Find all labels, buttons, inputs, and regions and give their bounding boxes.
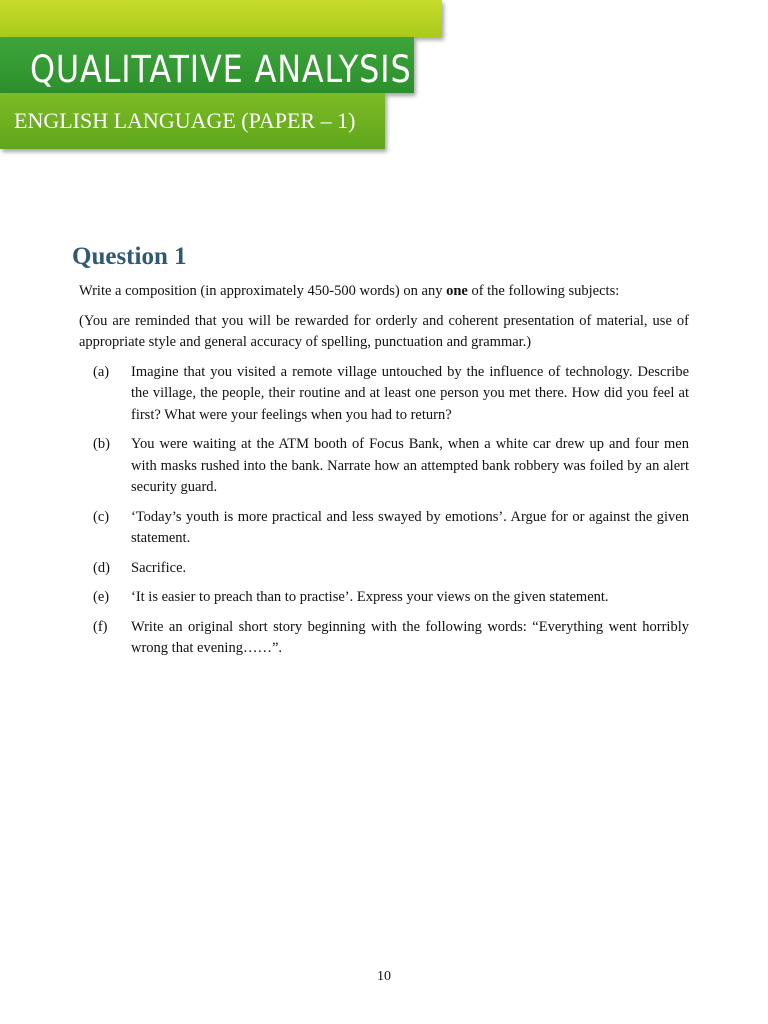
topic-label: (f) <box>93 618 108 635</box>
instruction-text-end: of the following subjects: <box>467 283 620 299</box>
topic-item-a <box>79 362 689 427</box>
topic-text: Sacrifice. <box>131 559 187 576</box>
topic-item-f <box>79 617 689 660</box>
instruction-emphasis: one <box>446 283 468 299</box>
topic-list <box>79 362 689 660</box>
page-number: 10 <box>377 969 391 984</box>
question-content <box>79 281 689 668</box>
topic-label: (c) <box>93 508 110 525</box>
topic-label: (b) <box>93 436 110 452</box>
topic-item-e <box>79 587 689 609</box>
topic-text: Write an original short story beginning with the following words: “Everything went horribly wrong that evening……”. <box>131 618 689 656</box>
topic-item-b <box>79 434 689 499</box>
topic-item-c <box>79 507 689 550</box>
instruction-text-start: Write a composition (in approximately 450-500 words) on any <box>79 283 447 299</box>
topic-text: ‘It is easier to preach than to practise’. Express your views on the given statement. <box>131 589 609 605</box>
question-note: (You are reminded that you will be rewarded for orderly and coherent presentation of material, use of appropriate style and general accuracy of spelling, punctuation and grammar.) <box>79 312 689 350</box>
topic-text: Imagine that you visited a remote village untouched by the influence of technology. Describe the village, the people, their routine and at least one person you met there. How did you feel at first? What were your feelings when you had to return? <box>131 363 689 423</box>
topic-label: (a) <box>93 363 110 380</box>
page-subtitle: ENGLISH LANGUAGE (PAPER – 1) <box>14 108 356 133</box>
topic-label: (e) <box>93 589 110 605</box>
topic-text: ‘Today’s youth is more practical and less swayed by emotions’. Argue for or against the given statement. <box>131 508 689 546</box>
page-title: QUALITATIVE ANALYSIS <box>30 48 412 91</box>
question-heading: Question 1 <box>72 243 187 270</box>
topic-text: You were waiting at the ATM booth of Focus Bank, when a white car drew up and four men with masks rushed into the bank. Narrate how an attempted bank robbery was foiled by an alert security guard. <box>131 436 689 495</box>
topic-item-d <box>79 558 689 580</box>
topic-label: (d) <box>93 559 110 576</box>
header-accent-band <box>0 0 442 37</box>
question-instruction <box>79 281 689 303</box>
